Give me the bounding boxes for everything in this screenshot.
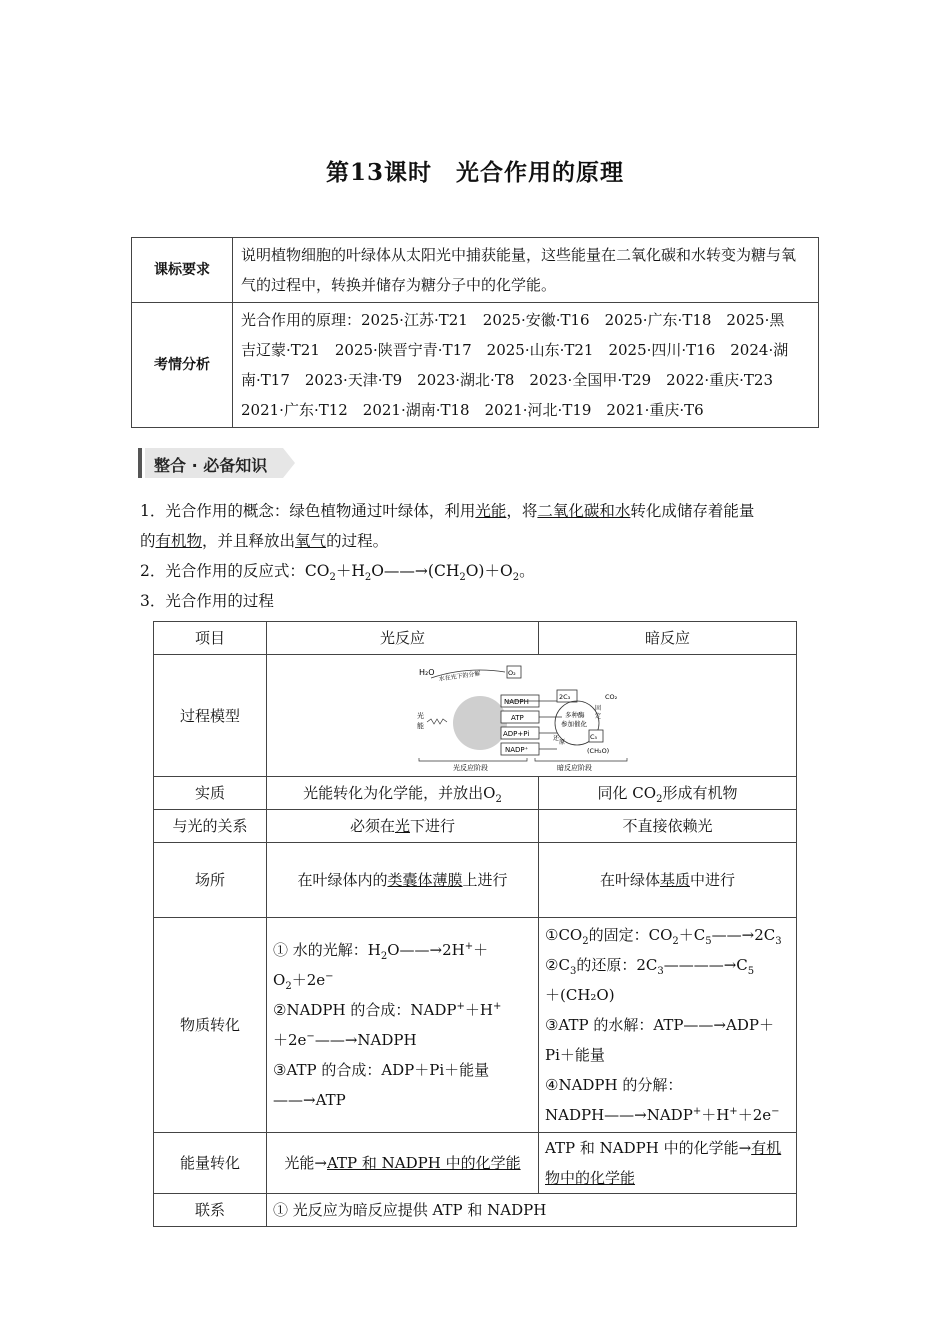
svg-text:O₂: O₂ [507, 668, 516, 677]
exam-line: 南·T17 2023·天津·T9 2023·湖北·T8 2023·全国甲·T29 2022·重庆·T23 [241, 371, 773, 389]
exam-line: 光合作用的原理：2025·江苏·T21 2025·安徽·T16 2025·广东·T18 2025·黑 [241, 311, 785, 329]
requirements-label: 课标要求 [132, 238, 233, 303]
matter-dark: $①CO_2$的固定：$CO_2+C_5——\to 2C_3$ $②C_3$的还原：$2C_3————\to C_5$ ＋(CH₂O) ③ATP 的水解：ATP——→ADP＋ Pi＋能量 ④NADPH 的分解： NADPH——→NADP+＋H+＋2e− [539, 918, 797, 1133]
energy-dark: ATP 和 NADPH 中的化学能→有机物中的化学能 [539, 1133, 797, 1194]
svg-text:光: 光 [416, 711, 424, 720]
svg-text:C₅: C₅ [589, 732, 597, 741]
svg-text:(CH₂O): (CH₂O) [586, 746, 609, 755]
header-light-reaction: 光反应 [267, 622, 539, 655]
exam-analysis-label: 考情分析 [132, 303, 233, 428]
chloroplast-icon [453, 696, 507, 750]
svg-text:2C₃: 2C₃ [558, 692, 570, 701]
energy-light: 光能→ATP 和 NADPH 中的化学能 [267, 1133, 539, 1194]
energy-label: 能量转化 [154, 1133, 267, 1194]
essence-label: 实质 [154, 777, 267, 810]
relation-label: 与光的关系 [154, 810, 267, 843]
svg-text:多种酶: 多种酶 [564, 710, 584, 719]
exam-analysis-text [233, 303, 819, 428]
place-dark: 在叶绿体基质中进行 [539, 843, 797, 918]
svg-text:H₂O: H₂O [418, 667, 435, 677]
svg-text:参加催化: 参加催化 [560, 719, 587, 728]
process-table [153, 621, 797, 1227]
model-cell [267, 655, 797, 777]
relation-dark: 不直接依赖光 [539, 810, 797, 843]
section-marker [138, 448, 142, 478]
svg-text:固: 固 [594, 704, 601, 712]
svg-text:ATP: ATP [510, 713, 524, 722]
place-light: 在叶绿体内的类囊体薄膜上进行 [267, 843, 539, 918]
requirements-table [131, 237, 819, 428]
svg-text:能: 能 [416, 721, 424, 730]
exam-line: 2021·广东·T12 2021·湖南·T18 2021·河北·T19 2021·重庆·T6 [241, 401, 704, 419]
paragraph-equation: 2．光合作用的反应式：$CO_2+H_2O——\to(CH_2O)+O_2$。 [140, 562, 535, 584]
header-dark-reaction: 暗反应 [539, 622, 797, 655]
svg-text:NADP⁺: NADP⁺ [504, 745, 528, 754]
svg-text:CO₂: CO₂ [604, 692, 617, 701]
link-text: ① 光反应为暗反应提供 ATP 和 NADPH [267, 1194, 797, 1227]
svg-text:NADPH: NADPH [503, 697, 529, 706]
requirements-text: 说明植物细胞的叶绿体从太阳光中捕获能量，这些能量在二氧化碳和水转变为糖与氧气的过程中，转换并储存为糖分子中的化学能。 [233, 238, 819, 303]
matter-light: ① 水的光解：$H_2O——\to 2H^++$ $O_2+2e^-$ ②NADPH 的合成：NADP+＋H+ ＋2e−——→NADPH ③ATP 的合成：ADP＋Pi＋能量 ——→ATP [267, 918, 539, 1133]
matter-label: 物质转化 [154, 918, 267, 1133]
svg-text:还: 还 [552, 734, 559, 742]
model-label: 过程模型 [154, 655, 267, 777]
svg-text:水在光下的分解: 水在光下的分解 [437, 669, 481, 683]
exam-line: 吉辽蒙·T21 2025·陕晋宁青·T17 2025·山东·T21 2025·四川·T16 2024·湖 [241, 341, 789, 359]
photosynthesis-diagram [417, 660, 647, 772]
svg-text:光反应阶段: 光反应阶段 [452, 763, 488, 772]
place-label: 场所 [154, 843, 267, 918]
link-label: 联系 [154, 1194, 267, 1227]
section-heading [138, 446, 298, 480]
essence-dark: 同化 $CO_2$形成有机物 [539, 777, 797, 810]
header-item: 项目 [154, 622, 267, 655]
paragraph-process: 3．光合作用的过程 [140, 592, 274, 610]
svg-text:定: 定 [594, 712, 601, 720]
section-heading-text: 整合 · 必备知识 [154, 456, 268, 475]
svg-text:ADP+Pi: ADP+Pi [502, 729, 529, 738]
svg-text:原: 原 [558, 738, 565, 746]
svg-text:暗反应阶段: 暗反应阶段 [556, 763, 592, 772]
essence-light: 光能转化为化学能，并放出$O_2$ [267, 777, 539, 810]
paragraph-concept: 1．光合作用的概念：绿色植物通过叶绿体，利用光能，将二氧化碳和水转化成储存着能量 的有机物，并且释放出氧气的过程。 [140, 502, 755, 550]
relation-light: 必须在光下进行 [267, 810, 539, 843]
page-title: 第13课时 光合作用的原理 [325, 159, 624, 186]
